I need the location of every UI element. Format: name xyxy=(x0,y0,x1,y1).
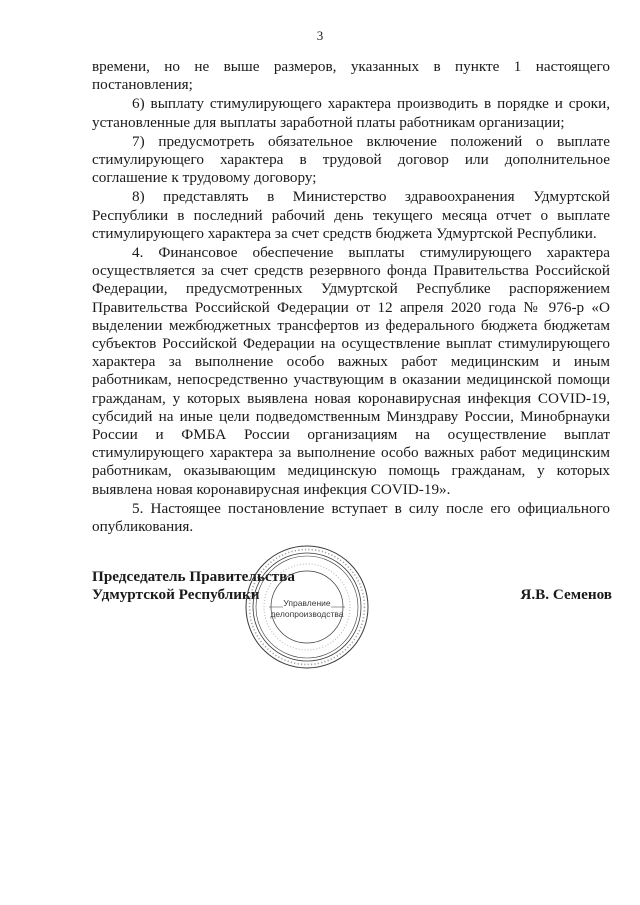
paragraph-item-6: 6) выплату стимулирующего характера производить в порядке и сроки, установленные для выплаты заработной платы работникам организации; xyxy=(92,95,610,131)
page-number: 3 xyxy=(316,28,324,43)
seal-stamp xyxy=(243,543,371,671)
stamp-text-line1: Управление xyxy=(283,598,331,608)
stamp-text-line2: делопроизводства xyxy=(270,609,344,619)
paragraph-section-5: 5. Настоящее постановление вступает в силу после его официального опубликования. xyxy=(92,499,610,536)
paragraph-item-8: 8) представлять в Министерство здравоохранения Удмуртской Республики в последний рабочий день текущего месяца отчет о выплате стимулирующего характера за счет средств бюджета Удмуртской Республики. xyxy=(92,188,610,242)
signer-title-line1: Председатель Правительства xyxy=(92,568,295,585)
paragraph-continuation: времени, но не выше размеров, указанных в пункте 1 настоящего постановления; xyxy=(92,58,610,94)
paragraph-section-4: 4. Финансовое обеспечение выплаты стимулирующего характера осуществляется за счет средств резервного фонда Правительства Российской Федерации, предусмотренных Удмуртской Республике распоряжением Правительства Российской Федерации от 12 апреля 2020 года № 976-р «О выделении межбюджетных трансфертов из федерального бюджета бюджетам субъектов Российской Федерации на осуществление выплат стимулирующего характера за выполнение особо важных работ медицинским и иным работникам, непосредственно участвующим в оказании медицинской помощи гражданам, у которых выявлена новая коронавирусная инфекция COVID-19, субсидий на иные цели подведомственным Минздраву России, Минобрнауки России и ФМБА России организациям на осуществление выплат стимулирующего характера за выполнение особо важных работ медицинским работникам, оказывающим медицинскую помощь гражданам, у которых выявлена новая коронавирусная инфекция COVID-19». xyxy=(92,244,610,498)
document-body xyxy=(92,58,610,536)
signer-name: Я.В. Семенов xyxy=(520,586,612,603)
signer-title-line2: Удмуртской Республики xyxy=(92,586,260,604)
paragraph-item-7: 7) предусмотреть обязательное включение положений о выплате стимулирующего характера в трудовой договор или дополнительное соглашение к трудовому договору; xyxy=(92,132,610,187)
